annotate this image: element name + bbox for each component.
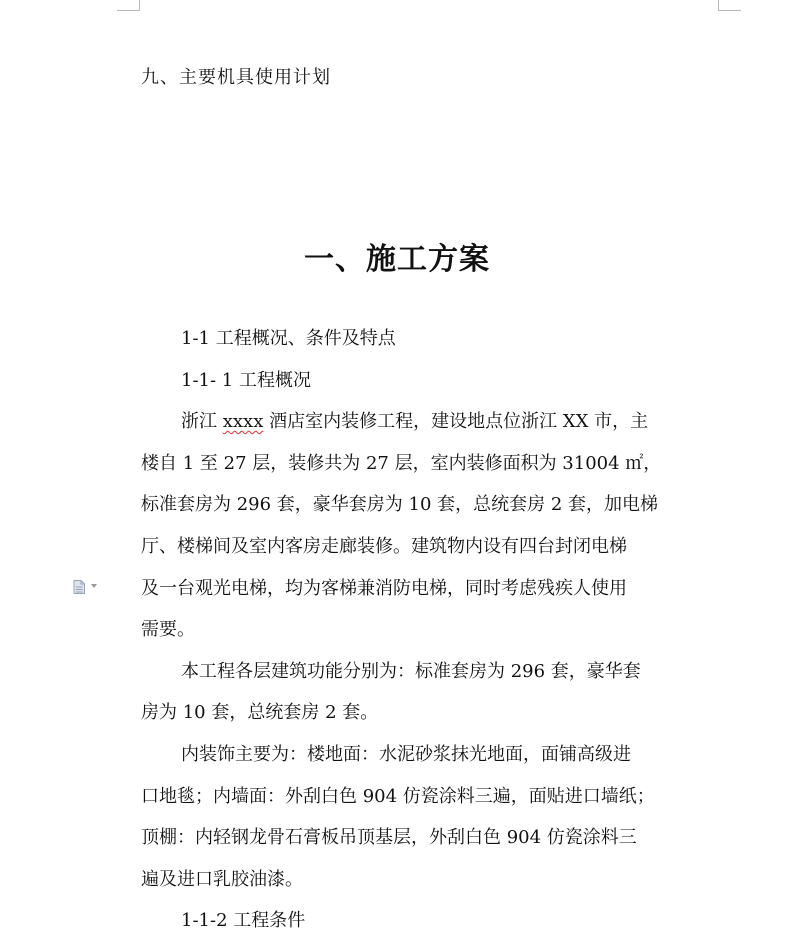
paragraph-decoration[interactable] xyxy=(141,734,721,900)
paragraph-document-icon[interactable] xyxy=(73,580,85,594)
text-line: 及一台观光电梯，均为客梯兼消防电梯，同时考虑残疾人使用 xyxy=(141,577,627,599)
paragraph-functions[interactable] xyxy=(141,651,721,734)
text-line: 本工程各层建筑功能分别为：标准套房为 296 套，豪华套 xyxy=(181,660,641,682)
text-line: 标准套房为 296 套，豪华套房为 10 套，总统套房 2 套，加电梯 xyxy=(141,494,659,516)
text-line: 遍及进口乳胶油漆。 xyxy=(141,868,303,890)
subsection-heading-1-1[interactable]: 1-1 工程概况、条件及特点 xyxy=(181,328,396,349)
text-line: 房为 10 套，总统套房 2 套。 xyxy=(141,702,379,724)
text-line: 楼自 1 至 27 层，装修共为 27 层，室内装修面积为 31004 ㎡， xyxy=(141,452,662,474)
text-line: 内装饰主要为：楼地面：水泥砂浆抹光地面，面铺高级进 xyxy=(181,743,631,765)
page-margin-corner-top-right xyxy=(718,0,741,11)
text-line: 顶棚：内轻钢龙骨石膏板吊顶基层，外刮白色 904 仿瓷涂料三 xyxy=(141,827,637,849)
subsection-heading-1-1-2[interactable]: 1-1-2 工程条件 xyxy=(181,910,306,932)
text-line: 浙江 xxxx 酒店室内装修工程，建设地点位浙江 XX 市，主 xyxy=(181,411,649,433)
text-line: 需要。 xyxy=(141,619,195,641)
section-heading-9[interactable]: 九、主要机具使用计划 xyxy=(141,67,331,88)
paragraph-overview[interactable] xyxy=(141,401,721,651)
subsection-heading-1-1-1[interactable]: 1-1- 1 工程概况 xyxy=(181,369,311,391)
chevron-down-icon[interactable] xyxy=(91,584,97,588)
text-line: 口地毯；内墙面：外刮白色 904 仿瓷涂料三遍，面贴进口墙纸； xyxy=(141,785,655,807)
page-margin-corner-top-left xyxy=(117,0,140,11)
document-body xyxy=(141,318,721,942)
page-title[interactable]: 一、施工方案 xyxy=(304,242,490,277)
spellcheck-flagged-word[interactable]: xxxx xyxy=(222,411,264,433)
text-line: 厅、楼梯间及室内客房走廊装修。建筑物内设有四台封闭电梯 xyxy=(141,535,627,557)
